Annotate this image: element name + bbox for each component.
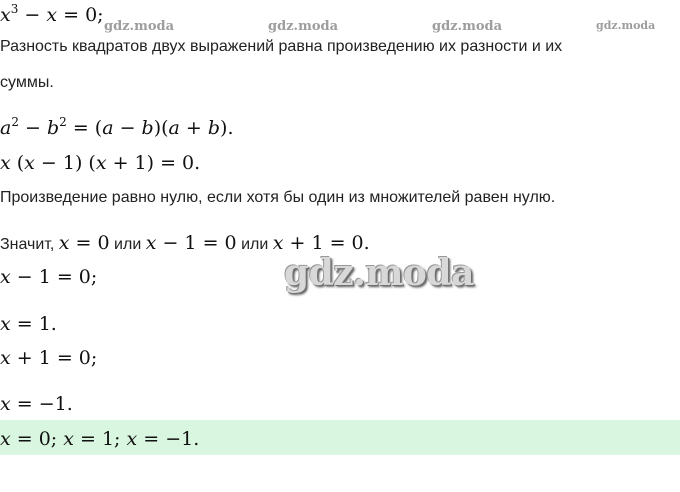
or-word: или (114, 236, 142, 253)
conditions-line (0, 232, 370, 254)
zero-product-rule: Произведение равно нулю, если хотя бы один из множителей равен нулю. (0, 189, 556, 206)
rule-text-line-1: Разность квадратов двух выражений равна произведению их разности и их (0, 38, 563, 55)
factored-equation: x (x − 1) (x + 1) = 0. (0, 152, 201, 174)
equation-x-minus-one: x − 1 = 0; (0, 266, 98, 288)
equation-cubic: $x^3 - x = 0$; (0, 2, 104, 26)
watermark: gdz.moda (596, 19, 656, 32)
equation-x-plus-one: x + 1 = 0; (0, 347, 98, 369)
solution-x-minus-one: x = −1. (0, 393, 73, 415)
watermark-large: gdz.moda (284, 252, 474, 294)
solution-x-one: x = 1. (0, 313, 57, 335)
watermark: gdz.moda (432, 19, 503, 34)
condition-x-minus-one: x − 1 = 0 (145, 232, 237, 254)
watermark: gdz.moda (268, 19, 339, 34)
therefore-prefix: Значит, (0, 236, 55, 253)
watermark: gdz.moda (104, 19, 175, 34)
rule-text-line-2: суммы. (0, 74, 54, 91)
or-word: или (241, 236, 269, 253)
difference-of-squares-identity: $a^2 - b^2 = (a - b)(a + b)$. (0, 115, 234, 139)
condition-x-plus-one: x + 1 = 0. (272, 232, 370, 254)
condition-x-zero: x = 0 (58, 232, 110, 254)
answer-line: x = 0; x = 1; x = −1. (0, 428, 200, 450)
